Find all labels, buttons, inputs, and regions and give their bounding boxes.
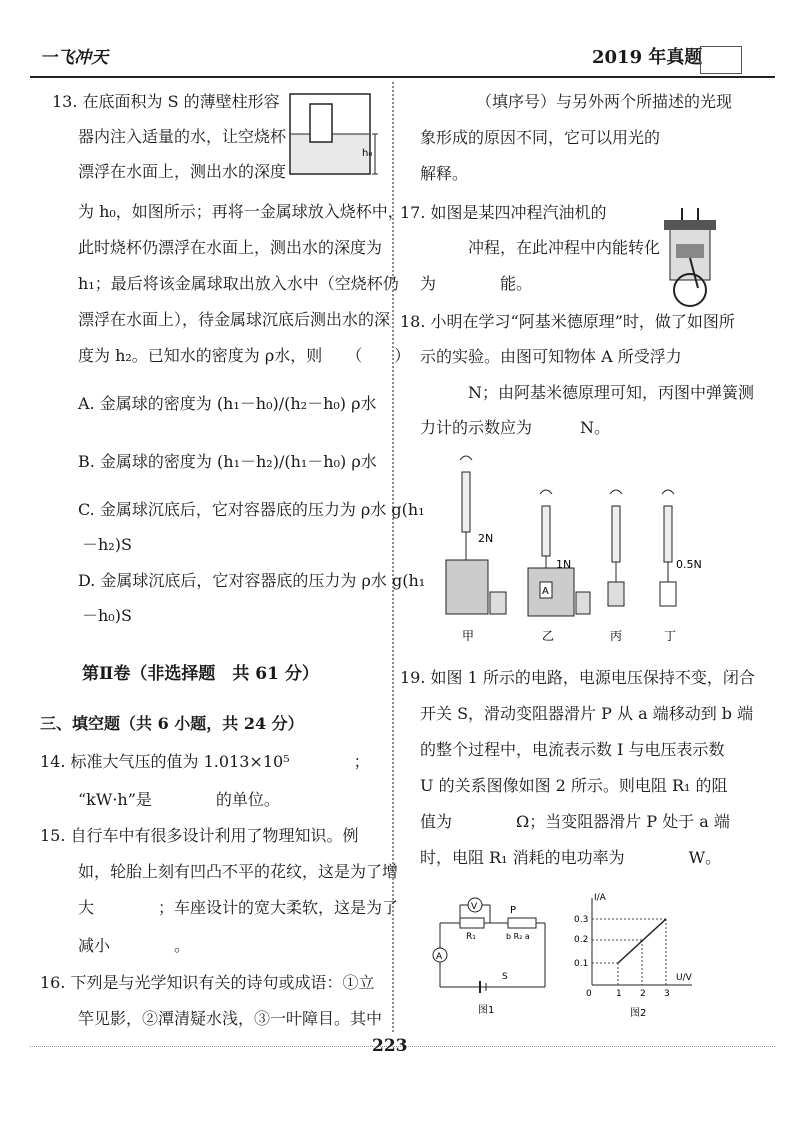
caption-yi: 乙: [542, 629, 555, 643]
setup-bing: [608, 490, 624, 643]
graph-ylabel: I/A: [594, 893, 606, 903]
caption-ding: 丁: [664, 629, 677, 643]
object-label: A: [542, 586, 549, 597]
column-separator: [392, 82, 394, 1032]
q13-figure-label: h₀: [362, 148, 373, 159]
xtick: 3: [664, 989, 670, 999]
q16-cont-line: （填序号）与另外两个所描述的光现: [420, 92, 733, 111]
caption-jia: 甲: [462, 629, 475, 643]
graph-xlabel: U/V: [676, 973, 692, 983]
reading-yi: 1N: [556, 558, 572, 571]
q14-line: “kW·h”是 的单位。: [78, 790, 280, 809]
q16-line: 竿见影，②潭清疑水浅，③一叶障目。其中: [78, 1009, 383, 1028]
q13-line: 为 h₀，如图所示；再将一金属球放入烧杯中，: [78, 202, 404, 221]
setup-yi: [528, 490, 590, 643]
ytick: 0.1: [574, 959, 589, 969]
q13-line: 漂浮在水面上），待金属球沉底后测出水的深: [78, 310, 391, 329]
slider-label: P: [510, 905, 517, 916]
q13-option-c-cont: －h₂)S: [82, 535, 132, 554]
voltmeter-label: V: [471, 902, 478, 912]
part2-title: 第Ⅱ卷（非选择题 共 61 分）: [82, 664, 319, 684]
q15-line: 15. 自行车中有很多设计利用了物理知识。例: [40, 826, 359, 845]
q13-line: 13. 在底面积为 S 的薄壁柱形容: [52, 92, 280, 111]
q19-line: 时，电阻 R₁ 消耗的电功率为 W。: [420, 848, 722, 867]
q18-line: 力计的示数应为 N。: [420, 418, 611, 437]
q19-line: U 的关系图像如图 2 所示。则电阻 R₁ 的阻: [420, 776, 728, 795]
fig2-caption: 图2: [630, 1008, 647, 1019]
iu-graph-figure-2: [572, 890, 702, 1025]
circuit-figure-1: [430, 895, 560, 1020]
header-stamp: [700, 46, 742, 74]
q13-line: 此时烧杯仍漂浮在水面上，测出水的深度为: [78, 238, 383, 257]
xtick: 1: [616, 989, 622, 999]
engine-figure: [658, 200, 722, 310]
q19-line: 的整个过程中，电流表示数 I 与电压表示数: [420, 740, 725, 759]
fig1-caption: 图1: [478, 1005, 495, 1016]
q18-line: N；由阿基米德原理可知，丙图中弹簧测: [420, 383, 755, 402]
q13-option-d: D. 金属球沉底后，它对容器底的压力为 ρ水 g(h₁: [78, 571, 426, 590]
caption-bing: 丙: [610, 629, 623, 643]
section3-title: 三、填空题（共 6 小题，共 24 分）: [40, 714, 304, 733]
header-title: 2019 年真题: [592, 47, 703, 68]
q17-line: 17. 如图是某四冲程汽油机的: [400, 203, 607, 222]
q13-option-d-cont: －h₀)S: [82, 606, 132, 625]
reading-jia: 2N: [478, 532, 494, 545]
q19-line: 19. 如图 1 所示的电路，电源电压保持不变，闭合: [400, 668, 755, 687]
setup-jia: [446, 456, 506, 643]
q18-line: 18. 小明在学习“阿基米德原理”时，做了如图所: [400, 312, 735, 331]
q13-line: 器内注入适量的水，让空烧杯: [78, 127, 287, 146]
header-rule: [30, 76, 775, 78]
q13-line: 漂浮在水面上，测出水的深度: [78, 162, 287, 181]
header-brand: 一飞冲天: [40, 48, 108, 68]
q16-cont-line: 象形成的原因不同，它可以用光的: [420, 128, 661, 147]
r1-label: R₁: [466, 932, 476, 942]
q13-option-a: A. 金属球的密度为 (h₁－h₀)/(h₂－h₀) ρ水: [78, 394, 377, 413]
xtick: 2: [640, 989, 646, 999]
q13-line: 度为 h₂。已知水的密度为 ρ水，则 （ ）: [78, 346, 411, 365]
reading-ding: 0.5N: [676, 558, 702, 571]
xtick: 0: [586, 989, 592, 999]
q15-line: 减小 。: [78, 936, 191, 955]
q16-cont-line: 解释。: [420, 164, 469, 183]
page-number: 223: [372, 1036, 408, 1056]
ytick: 0.3: [574, 915, 589, 925]
switch-label: S: [502, 972, 508, 982]
ytick: 0.2: [574, 935, 589, 945]
q15-line: 大 ；车座设计的宽大柔软，这是为了: [78, 898, 399, 917]
q17-line: 为 能。: [420, 274, 533, 293]
setup-ding: [660, 490, 702, 643]
q19-line: 开关 S，滑动变阻器滑片 P 从 a 端移动到 b 端: [420, 704, 754, 723]
archimedes-experiment-figure: [440, 452, 710, 652]
q16-line: 16. 下列是与光学知识有关的诗句或成语：①立: [40, 973, 375, 992]
q17-line: 冲程，在此冲程中内能转化: [420, 238, 661, 257]
q13-option-b: B. 金属球的密度为 (h₁－h₂)/(h₁－h₀) ρ水: [78, 452, 377, 471]
q13-container-figure: [282, 92, 382, 184]
r2-label: b R₂ a: [506, 932, 530, 941]
q18-line: 示的实验。由图可知物体 A 所受浮力: [420, 347, 682, 366]
q19-line: 值为 Ω；当变阻器滑片 P 处于 a 端: [420, 812, 730, 831]
ammeter-label: A: [436, 952, 443, 962]
q13-line: h₁；最后将该金属球取出放入水中（空烧杯仍: [78, 274, 399, 293]
q15-line: 如，轮胎上刻有凹凸不平的花纹，这是为了增: [78, 862, 399, 881]
q13-option-c: C. 金属球沉底后，它对容器底的压力为 ρ水 g(h₁: [78, 500, 425, 519]
q14-line: 14. 标准大气压的值为 1.013×10⁵ ；: [40, 752, 370, 771]
